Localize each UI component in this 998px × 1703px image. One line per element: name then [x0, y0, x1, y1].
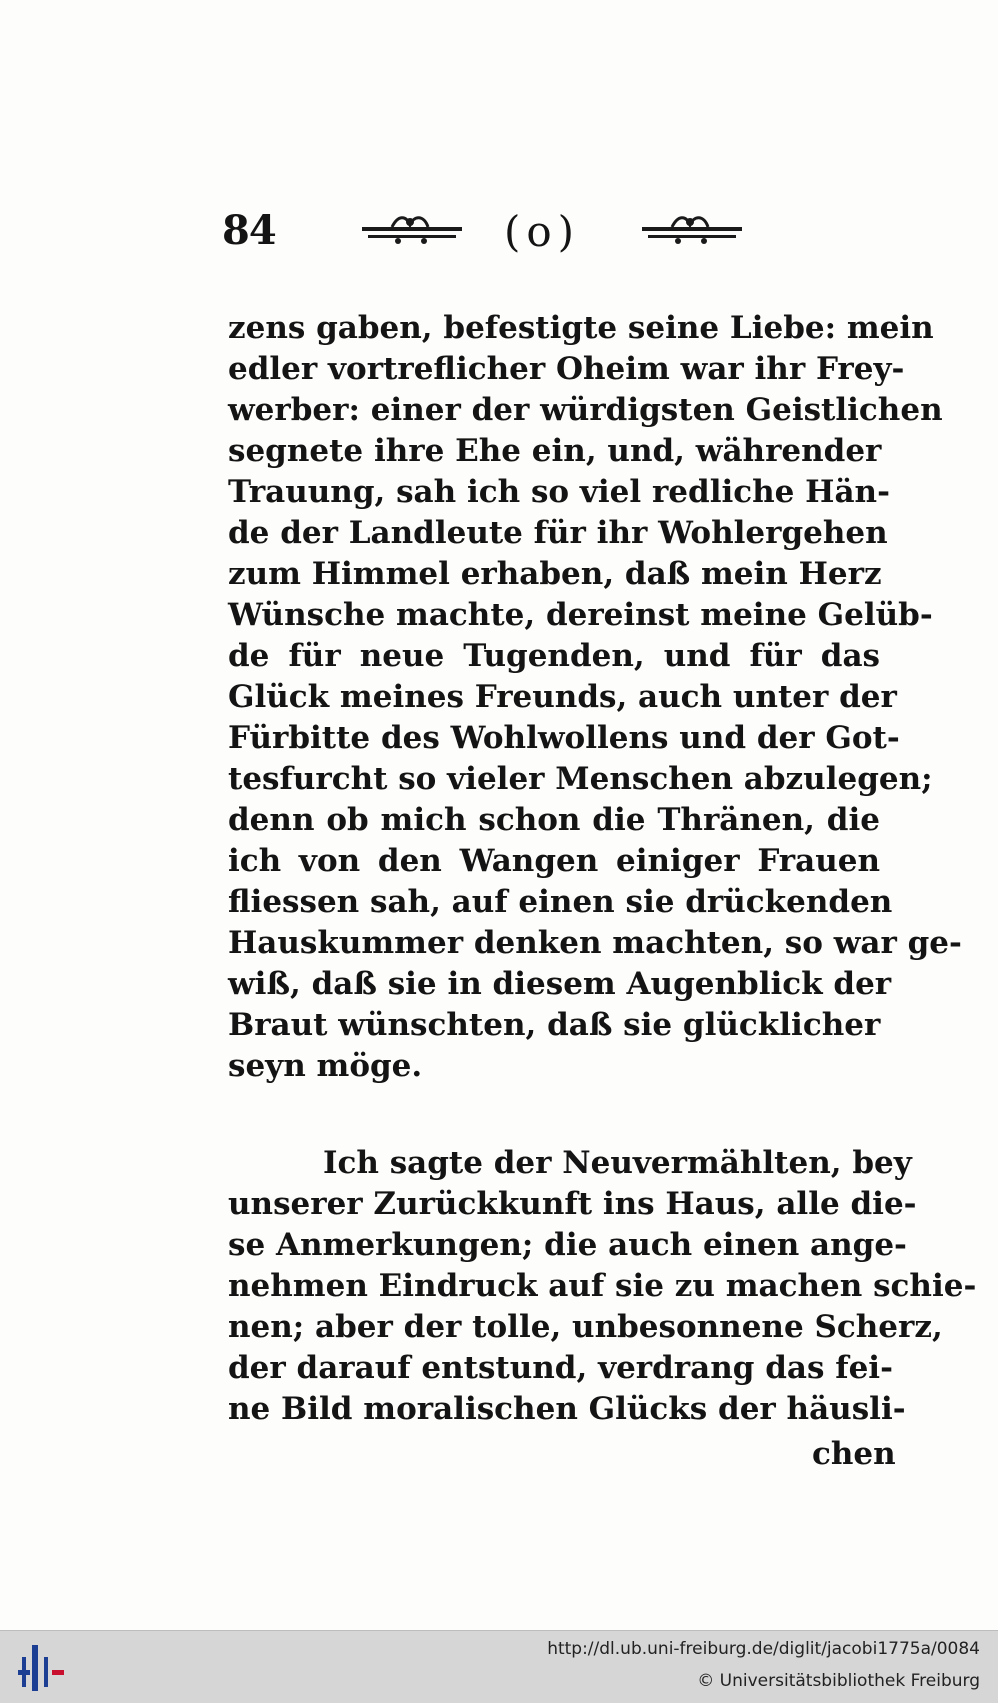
text-line: tesfurcht so vieler Menschen abzulegen; [228, 761, 933, 797]
text-line: Glück meines Freunds, auch unter der [228, 679, 897, 715]
text-line: zens gaben, befestigte seine Liebe: mein [228, 310, 934, 346]
text-line: der darauf entstund, verdrang das fei- [228, 1350, 893, 1386]
page-number: 84 [222, 207, 276, 254]
text-line: seyn möge. [228, 1048, 423, 1084]
body-text [228, 308, 977, 1430]
text-line: Hauskummer denken machten, so war ge- [228, 925, 962, 961]
text-line: nen; aber der tolle, unbesonnene Scherz, [228, 1309, 943, 1345]
text-line: Fürbitte des Wohlwollens und der Got- [228, 720, 900, 756]
paragraph-1 [228, 308, 962, 1087]
floral-ornament-left-icon [362, 213, 462, 249]
floral-ornament-right-icon [642, 213, 742, 249]
text-line: fliessen sah, auf einen sie drückenden [228, 884, 893, 920]
text-line: unserer Zurückkunft ins Haus, alle die- [228, 1186, 917, 1222]
text-line: segnete ihre Ehe ein, und, währender [228, 433, 882, 469]
text-line: werber: einer der würdigsten Geistlichen [228, 392, 943, 428]
catchword: chen [812, 1436, 896, 1472]
text-line: de für neue Tugenden, und für das [228, 638, 880, 674]
text-line: nehmen Eindruck auf sie zu machen schie- [228, 1268, 977, 1304]
section-mark: (o) [504, 207, 581, 256]
text-line: Braut wünschten, daß sie glücklicher [228, 1007, 881, 1043]
text-line: de der Landleute für ihr Wohlergehen [228, 515, 888, 551]
text-line: edler vortreflicher Oheim war ihr Frey- [228, 351, 905, 387]
paragraph-2 [228, 1143, 977, 1430]
text-line: Ich sagte der Neuvermählten, bey [323, 1145, 912, 1181]
paragraph-gap [228, 1087, 880, 1143]
source-url-link[interactable]: http://dl.ub.uni-freiburg.de/diglit/jacobi1775a/0084 [547, 1639, 980, 1659]
text-line: Trauung, sah ich so viel redliche Hän- [228, 474, 890, 510]
copyright-credit: © Universitätsbibliothek Freiburg [697, 1671, 980, 1691]
text-line: Wünsche machte, dereinst meine Gelüb- [228, 597, 933, 633]
footer-bar [0, 1630, 998, 1703]
ub-freiburg-logo-icon [18, 1643, 64, 1693]
text-line: denn ob mich schon die Thränen, die [228, 802, 880, 838]
text-line: ich von den Wangen einiger Frauen [228, 843, 880, 879]
text-line: zum Himmel erhaben, daß mein Herz [228, 556, 882, 592]
text-line: ne Bild moralischen Glücks der häusli- [228, 1391, 906, 1427]
text-line: wiß, daß sie in diesem Augenblick der [228, 966, 892, 1002]
running-header [222, 205, 742, 265]
text-line: se Anmerkungen; die auch einen ange- [228, 1227, 907, 1263]
